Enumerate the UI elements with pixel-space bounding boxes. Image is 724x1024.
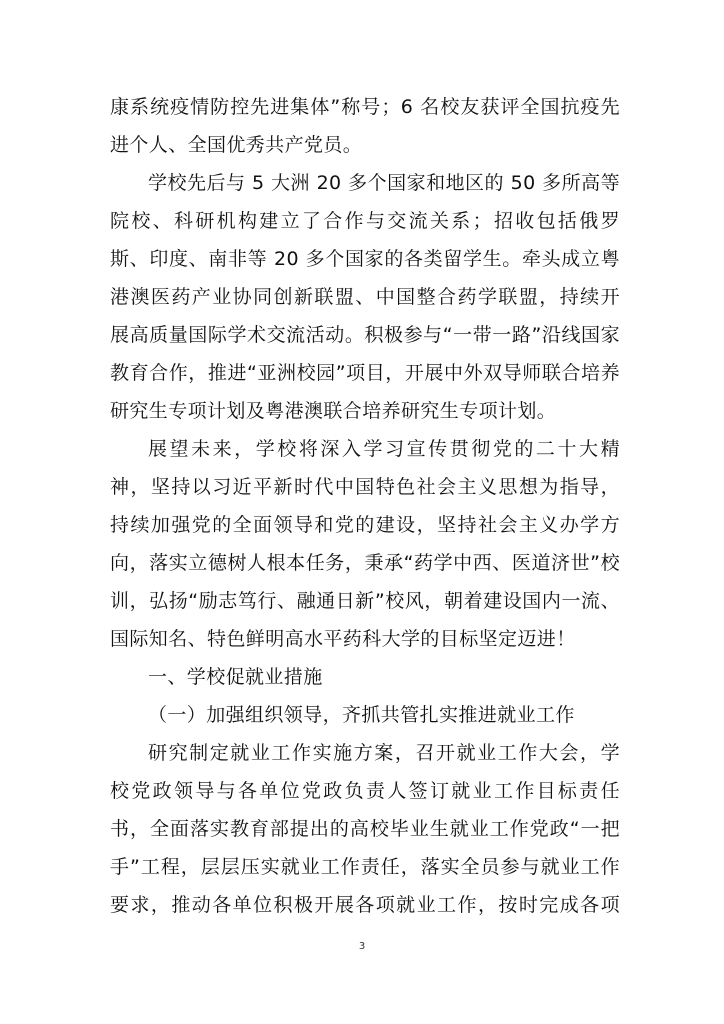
text-line: 展高质量国际学术交流活动。积极参与“一带一路”沿线国家	[110, 324, 620, 346]
paragraph-start-line: 展望未来，学校将深入学习宣传贯彻党的二十大精	[148, 438, 620, 460]
paragraph-start-line: 研究制定就业工作实施方案，召开就业工作大会，学	[148, 742, 620, 764]
text-line: 神，坚持以习近平新时代中国特色社会主义思想为指导，	[110, 476, 620, 498]
text-line: 持续加强党的全面领导和党的建设，坚持社会主义办学方	[110, 514, 620, 536]
text-line: 康系统疫情防控先进集体”称号；6 名校友获评全国抗疫先	[110, 96, 620, 118]
page-number: 3	[358, 941, 366, 952]
text-line: 研究生专项计划及粤港澳联合培养研究生专项计划。	[110, 400, 557, 422]
text-line: 斯、印度、南非等 20 多个国家的各类留学生。牵头成立粤	[110, 248, 620, 270]
text-line: 训，弘扬“励志笃行、融通日新”校风，朝着建设国内一流、	[110, 590, 620, 612]
text-line: 手”工程，层层压实就业工作责任，落实全员参与就业工作	[110, 856, 620, 878]
section-heading: 一、学校促就业措施	[148, 666, 323, 688]
text-line: 教育合作，推进“亚洲校园”项目，开展中外双导师联合培养	[110, 362, 620, 384]
text-line: 要求，推动各单位积极开展各项就业工作，按时完成各项	[110, 894, 620, 916]
text-line: 进个人、全国优秀共产党员。	[110, 134, 363, 156]
subsection-heading: （一）加强组织领导，齐抓共管扎实推进就业工作	[148, 704, 575, 726]
text-line: 校党政领导与各单位党政负责人签订就业工作目标责任	[110, 780, 620, 802]
text-line: 书，全面落实教育部提出的高校毕业生就业工作党政“一把	[110, 818, 620, 840]
text-line: 港澳医药产业协同创新联盟、中国整合药学联盟，持续开	[110, 286, 620, 308]
text-line: 国际知名、特色鲜明高水平药科大学的目标坚定迈进！	[110, 628, 576, 650]
text-line: 院校、科研机构建立了合作与交流关系；招收包括俄罗	[110, 210, 620, 232]
text-line: 向，落实立德树人根本任务，秉承“药学中西、医道济世”校	[110, 552, 620, 574]
paragraph-start-line: 学校先后与 5 大洲 20 多个国家和地区的 50 多所高等	[148, 172, 620, 194]
